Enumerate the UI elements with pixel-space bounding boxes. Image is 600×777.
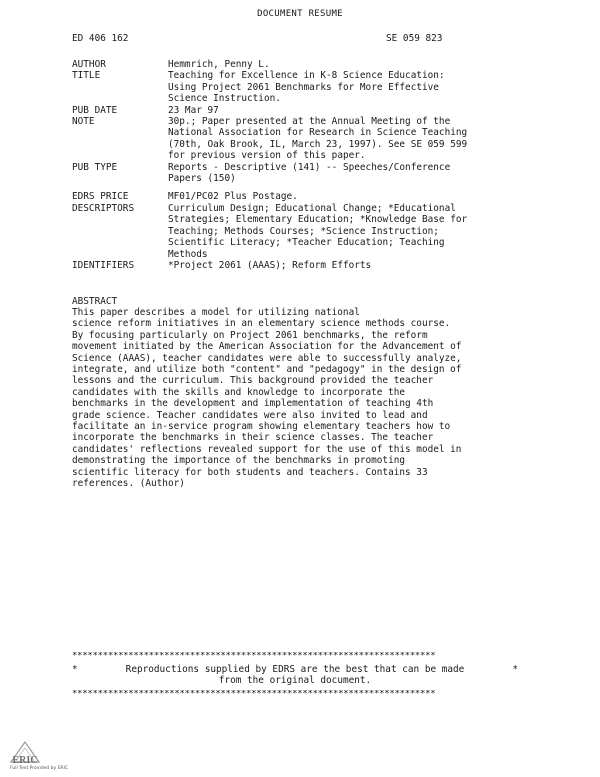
field-value: Hemmrich, Penny L.: [168, 59, 270, 70]
field-label: AUTHOR: [72, 59, 106, 70]
field-note: [72, 116, 572, 162]
field-pub-date: [72, 105, 572, 116]
field-value: Curriculum Design; Educational Change; *Educational Strategies; Elementary Education; *Knowledge Base for Teaching; Methods Courses; *Science Instruction; Scientific Literacy; *Teacher Education; Teaching Methods: [168, 202, 468, 260]
field-identifiers: [72, 260, 572, 271]
border-star-right: *: [512, 664, 518, 675]
field-label: PUB TYPE: [72, 161, 118, 173]
field-label: DESCRIPTORS: [72, 202, 135, 214]
field-label: IDENTIFIERS: [72, 259, 135, 271]
field-label: EDRS PRICE: [72, 191, 129, 203]
field-title: [72, 70, 572, 104]
ed-number: ED 406 162: [72, 33, 129, 44]
field-value: Reports - Descriptive (141) -- Speeches/Conference Papers (150): [168, 161, 451, 185]
repro-line-2: from the original document.: [218, 675, 372, 687]
reproduction-notice: [72, 664, 518, 687]
field-value: MF01/PC02 Plus Postage.: [168, 191, 298, 203]
field-value: Teaching for Excellence in K-8 Science Education: Using Project 2061 Benchmarks for More Effective Science Instruction.: [168, 70, 445, 105]
border-star-left: *: [72, 664, 78, 675]
field-label: NOTE: [72, 116, 95, 128]
eric-tagline: Full Text Provided by ERIC: [10, 766, 69, 771]
field-edrs-price: [72, 191, 572, 202]
footer-border-bottom: ***********************************************************************: [72, 690, 436, 699]
document-title: DOCUMENT RESUME: [257, 9, 343, 19]
footer-border-top: ***********************************************************************: [72, 652, 436, 661]
field-author: [72, 59, 572, 70]
se-number: SE 059 823: [386, 33, 443, 44]
eric-logo-icon: [9, 738, 41, 766]
field-label: TITLE: [72, 70, 101, 82]
abstract-label: ABSTRACT: [72, 296, 118, 307]
field-value: 30p.; Paper presented at the Annual Meeting of the National Association for Research in Science Teaching (70th, Oak Brook, IL, March 23, 1997). See SE 059 599 for previous version of this paper.: [168, 116, 468, 162]
field-value: 23 Mar 97: [168, 104, 219, 116]
field-descriptors: [72, 203, 572, 260]
field-label: PUB DATE: [72, 104, 118, 116]
field-pub-type: [72, 162, 572, 185]
abstract-text: This paper describes a model for utilizing national science reform initiatives in an elementary science methods course. By focusing particularly on Project 2061 benchmarks, the reform movement initiated by the American Association for the Advancement of Science (AAAS), teacher candidates were able to successfully analyze, integrate, and utilize both "content" and "pedagogy" in the design of lessons and the curriculum. This background provided the teacher candidates with the skills and knowledge to incorporate the benchmarks in the development and implementation of teaching 4th grade science. Teacher candidates were also invited to lead and facilitate an in-service program showing elementary teachers how to incorporate the benchmarks in their science classes. The teacher candidates' reflections revealed support for the use of this model in demonstrating the importance of the benchmarks in promoting scientific literacy for both students and teachers. Contains 33 references. (Author): [72, 307, 462, 490]
metadata-fields: [72, 59, 572, 271]
repro-line-1: Reproductions supplied by EDRS are the best that can be made: [125, 664, 465, 675]
eric-logo: [9, 738, 41, 766]
field-value: *Project 2061 (AAAS); Reform Efforts: [168, 259, 372, 271]
eric-logo-letters: ERIC: [12, 755, 38, 766]
